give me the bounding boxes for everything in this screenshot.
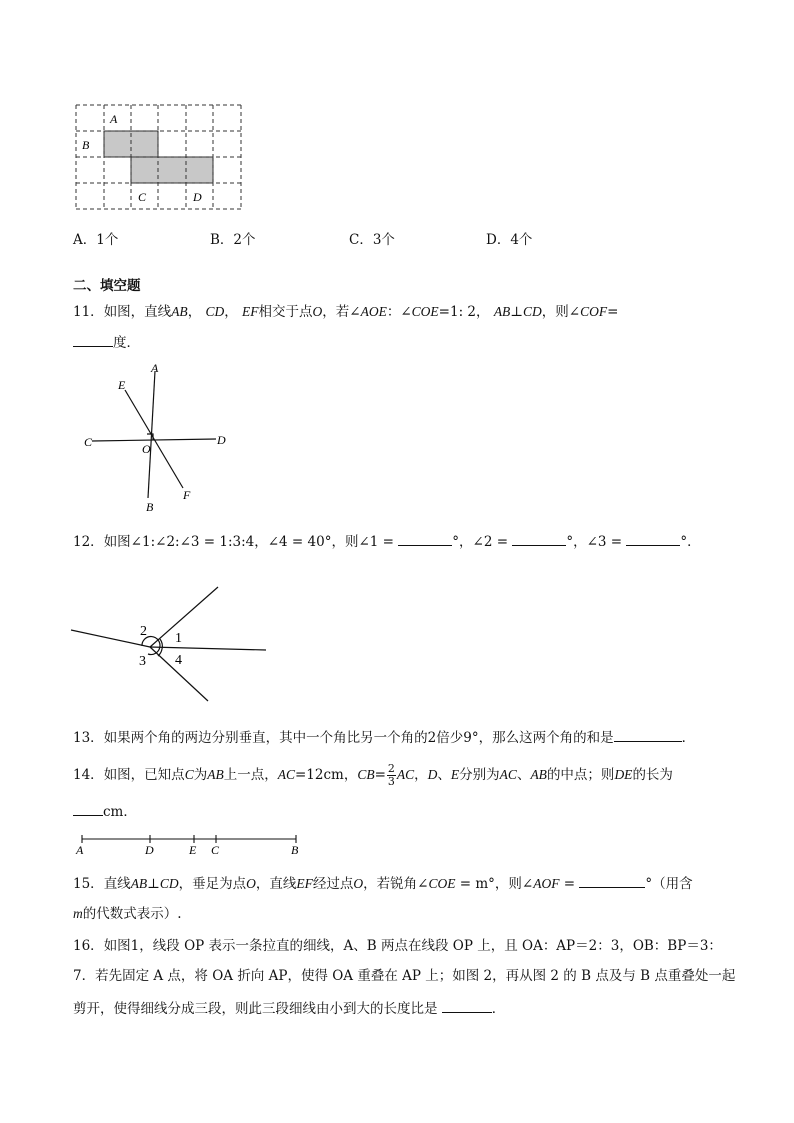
label-e: E: [118, 378, 126, 392]
label-e: E: [189, 843, 197, 857]
q14-figure: [70, 830, 310, 858]
fraction: $\frac{2}{3}$: [387, 762, 395, 788]
label-f: F: [183, 488, 191, 502]
label-b: B: [146, 500, 154, 514]
grid-label-a: A: [110, 112, 118, 126]
line-ef: [125, 390, 183, 488]
label-angle-3: 3: [139, 654, 146, 669]
q16-blank[interactable]: [442, 1011, 492, 1013]
q11-figure: [80, 358, 240, 518]
choice-c[interactable]: C．3个: [349, 232, 395, 248]
label-b: B: [291, 843, 299, 857]
q15-text-line2: m的代数式表示）.: [73, 906, 182, 922]
label-angle-2: 2: [140, 624, 147, 639]
ray-right: [150, 647, 266, 650]
label-c: C: [84, 435, 93, 449]
q12-text: 12．如图∠1:∠2:∠3 = 1:3:4，∠4 = 40°，则∠1 = °，∠2 = °，∠3 = °．: [73, 534, 701, 550]
ray-upper: [150, 587, 218, 647]
label-a: A: [76, 843, 84, 857]
q12-figure: [68, 580, 273, 710]
q12-blank-1[interactable]: [398, 544, 452, 546]
q15-blank[interactable]: [579, 886, 645, 888]
label-d: D: [145, 843, 154, 857]
q15-text: 15．直线AB⊥CD，垂足为点O，直线EF经过点O，若锐角∠COE = m°，则∠AOF = °（用含: [73, 876, 693, 892]
section-title: 二、填空题: [73, 278, 141, 294]
q16-line3: 剪开，使得细线分成三段，则此三段细线由小到大的长度比是 ．: [73, 1001, 506, 1017]
choice-d[interactable]: D．4个: [486, 232, 533, 248]
ray-left: [71, 630, 150, 647]
grid-label-c: C: [138, 190, 147, 204]
label-o: O: [142, 442, 151, 456]
q14-text: 14．如图，已知点C为AB上一点，AC=12cm，CB= $\frac{2}{3}$ AC，D、E分别为AC、AB的中点；则DE的长为: [73, 762, 673, 788]
choice-a[interactable]: A．1个: [73, 232, 119, 248]
shaded-cell-bottom: [131, 157, 213, 183]
label-angle-4: 4: [175, 653, 182, 668]
label-a: A: [151, 361, 159, 375]
q10-grid-figure: [70, 100, 246, 215]
q12-blank-2[interactable]: [512, 544, 566, 546]
q12-blank-3[interactable]: [626, 544, 680, 546]
q13-text: 13．如果两个角的两边分别垂直，其中一个角比另一个角的2倍少9°，那么这两个角的和是 ．: [73, 730, 696, 746]
q11-answer-line: 度．: [73, 331, 140, 351]
grid-label-d: D: [193, 190, 202, 204]
q14-blank[interactable]: [73, 814, 103, 816]
choice-b[interactable]: B．2个: [210, 232, 256, 248]
q16-line2: 7．若先固定 A 点，将 OA 折向 AP，使得 OA 重叠在 AP 上；如图 2，再从图 2 的 B 点及与 B 点重叠处一起: [73, 968, 736, 984]
dashed-grid: [76, 105, 241, 209]
label-c: C: [211, 843, 220, 857]
label-d: D: [217, 433, 226, 447]
q11-text: 11．如图，直线AB， CD， EF相交于点O，若∠AOE：∠COE=1: 2， AB⊥CD，则∠COF=: [73, 304, 619, 320]
q13-blank[interactable]: [614, 740, 682, 742]
grid-label-b: B: [82, 138, 90, 152]
q14-answer-line: cm．: [73, 800, 137, 820]
label-angle-1: 1: [175, 631, 182, 646]
q11-blank[interactable]: [73, 345, 113, 347]
q16-line1: 16．如图1，线段 OP 表示一条拉直的细线，A、B 两点在线段 OP 上，且 OA：AP＝2：3，OB：BP＝3：: [73, 938, 722, 954]
